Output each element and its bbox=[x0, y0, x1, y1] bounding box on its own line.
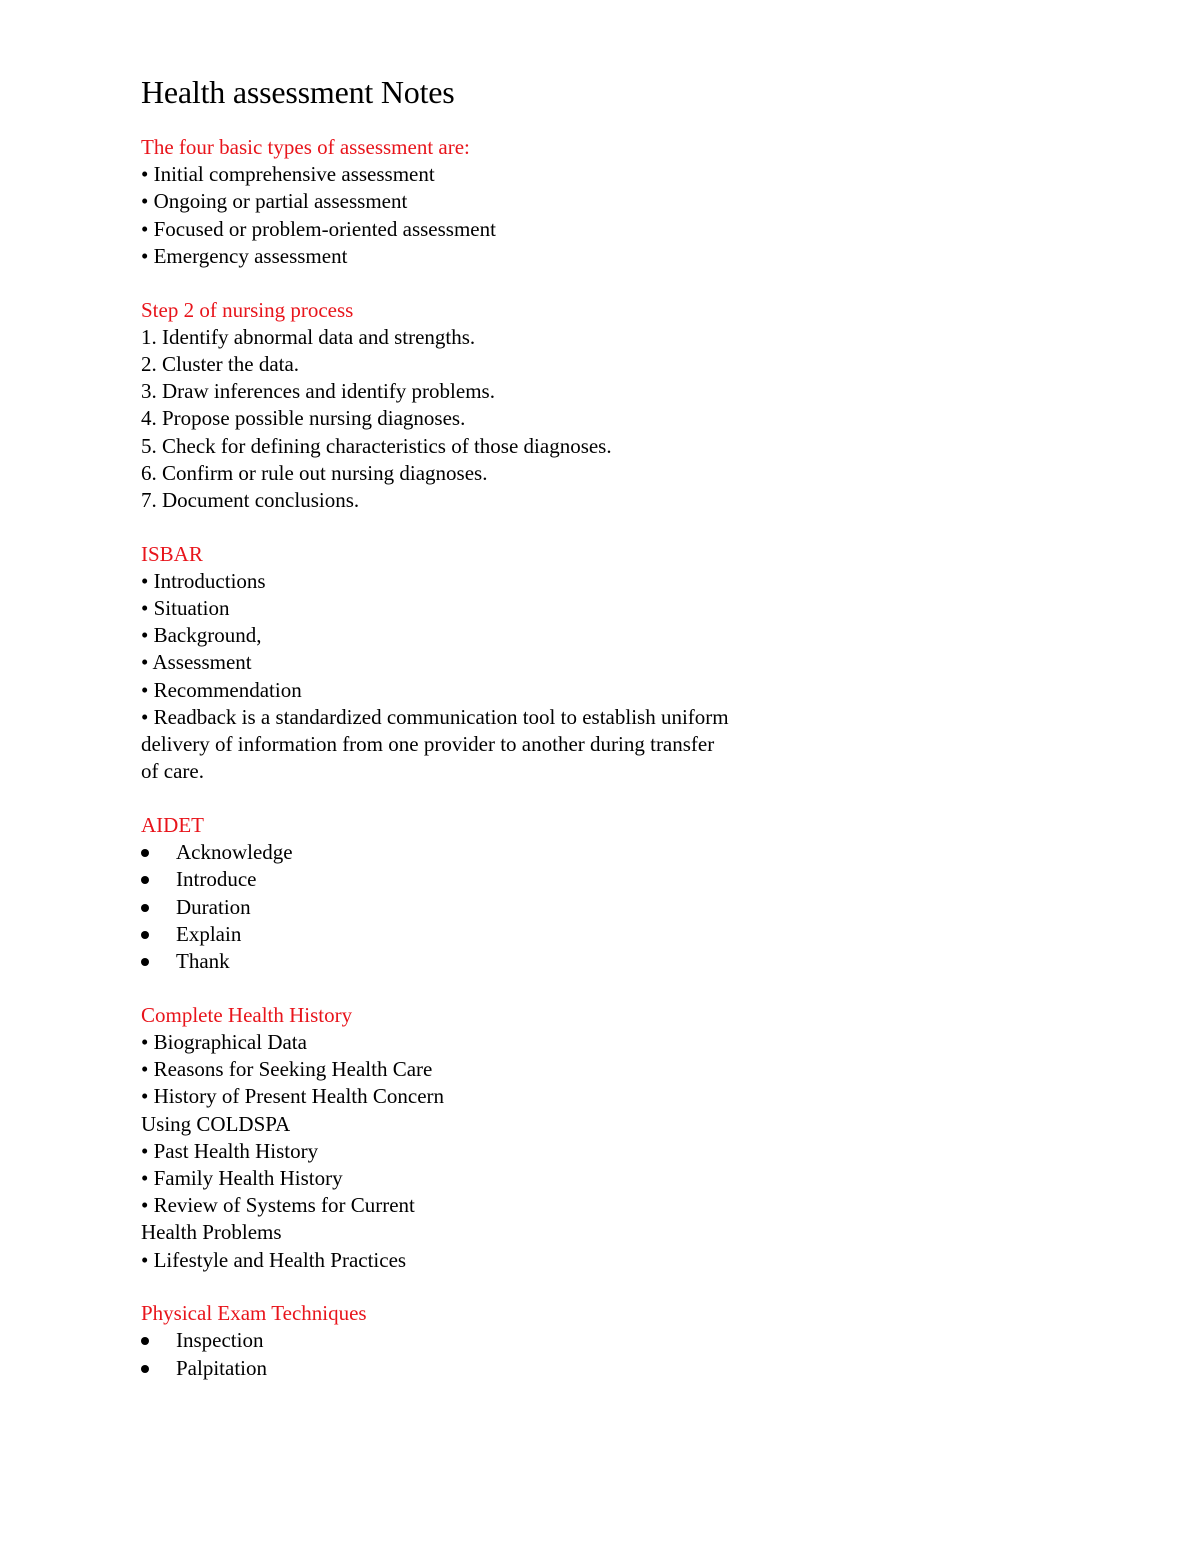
section-physical-exam bbox=[141, 1300, 1141, 1382]
list-item bbox=[141, 1355, 1141, 1382]
list-item-label: Introduce bbox=[176, 867, 257, 892]
list-item: • Introductions bbox=[141, 568, 266, 593]
list-item: 2. Cluster the data. bbox=[141, 351, 300, 376]
list-item: • Emergency assessment bbox=[141, 243, 348, 268]
list-item: • History of Present Health Concern bbox=[141, 1084, 445, 1109]
section-heading: AIDET bbox=[141, 812, 204, 837]
list-item bbox=[141, 894, 1141, 921]
list-item-label: Acknowledge bbox=[176, 840, 293, 865]
list-item: • Past Health History bbox=[141, 1138, 319, 1163]
list-item bbox=[141, 839, 1141, 866]
list-item-label: Explain bbox=[176, 921, 242, 946]
bullet-icon bbox=[141, 1337, 149, 1345]
section-heading: Physical Exam Techniques bbox=[141, 1301, 367, 1326]
list-item: 5. Check for defining characteristics of those diagnoses. bbox=[141, 433, 612, 458]
list-item-label: Thank bbox=[176, 948, 230, 973]
list-item: • Family Health History bbox=[141, 1165, 343, 1190]
list-item: 3. Draw inferences and identify problems. bbox=[141, 379, 495, 404]
list-item-label: Inspection bbox=[176, 1328, 264, 1353]
list-item: • Lifestyle and Health Practices bbox=[141, 1247, 407, 1272]
list-item: • Focused or problem-oriented assessment bbox=[141, 216, 496, 241]
list-item: 4. Propose possible nursing diagnoses. bbox=[141, 406, 466, 431]
list-item: • Situation bbox=[141, 596, 230, 621]
bullet-icon bbox=[141, 1365, 149, 1373]
section-health-history bbox=[141, 1002, 1141, 1274]
section-isbar bbox=[141, 541, 1141, 786]
readback-paragraph: • Readback is a standardized communication tool to establish uniform delivery of information from one provider to another during transfer of care. bbox=[141, 704, 729, 784]
section-heading: ISBAR bbox=[141, 541, 203, 566]
bullet-icon bbox=[141, 958, 149, 966]
list-item: • Assessment bbox=[141, 650, 252, 675]
list-item: • Review of Systems for Current bbox=[141, 1193, 415, 1218]
list-item bbox=[141, 866, 1141, 893]
list-item bbox=[141, 948, 1141, 975]
bullet-icon bbox=[141, 904, 149, 912]
section-heading: Step 2 of nursing process bbox=[141, 297, 354, 322]
list-item bbox=[141, 921, 1141, 948]
section-assessment-types bbox=[141, 134, 1141, 270]
section-aidet bbox=[141, 812, 1141, 975]
aidet-list bbox=[141, 839, 1141, 975]
list-item-label: Duration bbox=[176, 894, 251, 919]
list-item bbox=[141, 1327, 1141, 1354]
bullet-icon bbox=[141, 876, 149, 884]
list-item: 7. Document conclusions. bbox=[141, 487, 360, 512]
section-heading: Complete Health History bbox=[141, 1002, 353, 1027]
section-nursing-process bbox=[141, 297, 1141, 515]
list-item: • Recommendation bbox=[141, 677, 302, 702]
list-item: • Background, bbox=[141, 623, 262, 648]
list-item: Using COLDSPA bbox=[141, 1111, 291, 1136]
document-title: Health assessment Notes bbox=[141, 74, 455, 110]
section-heading: The four basic types of assessment are: bbox=[141, 135, 470, 159]
list-item: 1. Identify abnormal data and strengths. bbox=[141, 324, 476, 349]
list-item: • Reasons for Seeking Health Care bbox=[141, 1057, 433, 1082]
bullet-icon bbox=[141, 931, 149, 939]
list-item: 6. Confirm or rule out nursing diagnoses. bbox=[141, 460, 488, 485]
list-item-label: Palpitation bbox=[176, 1355, 267, 1380]
bullet-icon bbox=[141, 849, 149, 857]
exam-list bbox=[141, 1327, 1141, 1381]
list-item: Health Problems bbox=[141, 1220, 282, 1245]
document-page bbox=[141, 72, 1141, 1408]
list-item: • Ongoing or partial assessment bbox=[141, 189, 408, 214]
list-item: • Initial comprehensive assessment bbox=[141, 162, 435, 187]
list-item: • Biographical Data bbox=[141, 1029, 307, 1054]
